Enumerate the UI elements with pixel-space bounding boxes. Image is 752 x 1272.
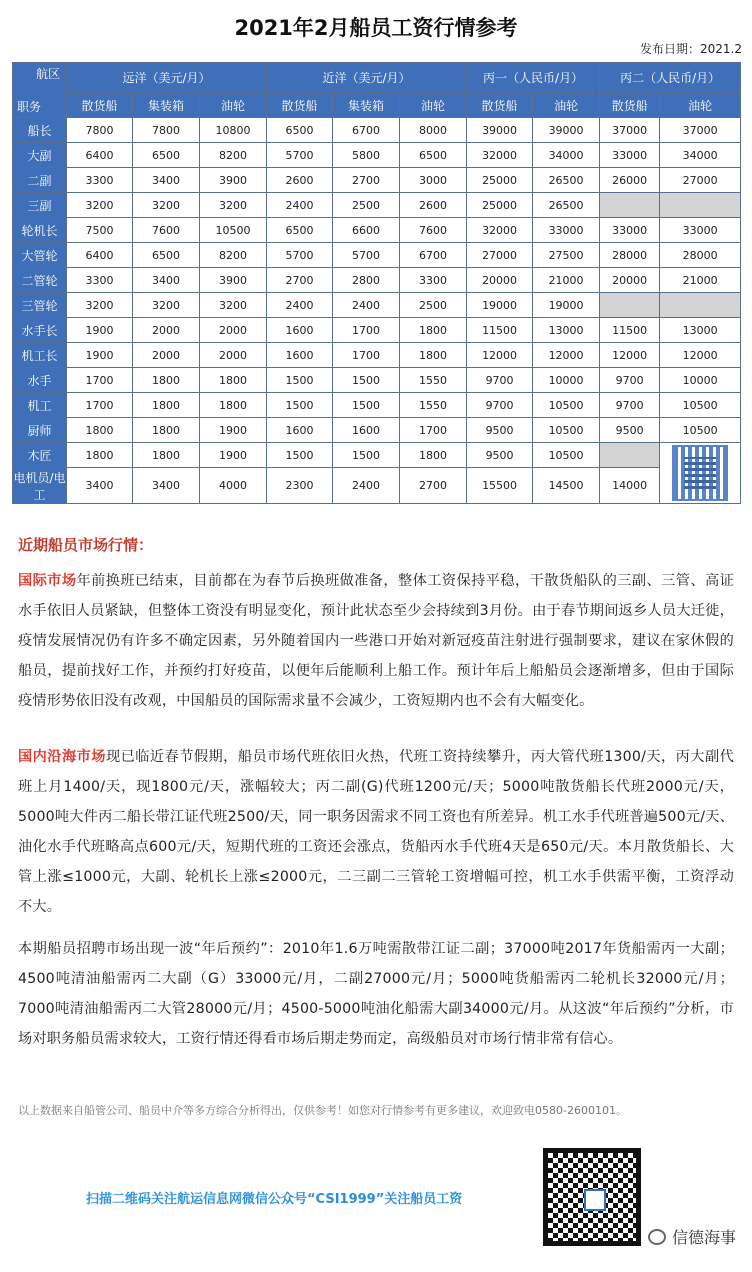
wage-cell: 9500 xyxy=(467,443,533,468)
table-row xyxy=(13,218,741,243)
table-row xyxy=(13,168,741,193)
table-corner xyxy=(13,63,67,118)
rank-cell: 三副 xyxy=(13,193,67,218)
wage-cell: 1900 xyxy=(67,318,133,343)
wage-cell: 21000 xyxy=(533,268,600,293)
subheader-cell: 散货船 xyxy=(67,93,133,118)
wage-cell: 8000 xyxy=(400,118,467,143)
wage-cell: 1900 xyxy=(200,418,267,443)
wage-cell: 5800 xyxy=(333,143,400,168)
wage-cell: 14000 xyxy=(600,468,660,504)
wage-cell: 1900 xyxy=(67,343,133,368)
wage-cell: 9500 xyxy=(600,418,660,443)
wage-cell: 3400 xyxy=(67,468,133,504)
wage-cell: 3200 xyxy=(133,193,200,218)
wage-cell: 37000 xyxy=(600,118,660,143)
wage-cell: 3200 xyxy=(67,193,133,218)
wage-cell: 1800 xyxy=(400,318,467,343)
wage-cell: 9700 xyxy=(467,368,533,393)
wage-cell: 3900 xyxy=(200,168,267,193)
rank-cell: 机工长 xyxy=(13,343,67,368)
wage-cell: 1700 xyxy=(67,393,133,418)
rank-cell: 二管轮 xyxy=(13,268,67,293)
wage-cell: 6500 xyxy=(267,218,333,243)
wage-cell: 27000 xyxy=(467,243,533,268)
rank-cell: 三管轮 xyxy=(13,293,67,318)
paragraph-domestic xyxy=(18,742,734,922)
corner-rank-label: 职务 xyxy=(17,100,42,114)
table-row xyxy=(13,368,741,393)
wage-cell: 2000 xyxy=(200,343,267,368)
wage-cell: 2500 xyxy=(400,293,467,318)
wage-cell: 2700 xyxy=(333,168,400,193)
wage-cell: 6500 xyxy=(267,118,333,143)
wage-cell: 7500 xyxy=(67,218,133,243)
wage-cell: 32000 xyxy=(467,143,533,168)
wage-cell: 2800 xyxy=(333,268,400,293)
wage-cell: 4000 xyxy=(200,468,267,504)
wage-table xyxy=(12,62,741,504)
rank-cell: 厨师 xyxy=(13,418,67,443)
rank-cell: 电机员/电工 xyxy=(13,468,67,504)
wage-cell: 5700 xyxy=(267,243,333,268)
wage-cell: 26000 xyxy=(600,168,660,193)
subheader-cell: 油轮 xyxy=(200,93,267,118)
wage-cell: 1500 xyxy=(267,443,333,468)
wage-cell: 13000 xyxy=(533,318,600,343)
wage-cell: 1800 xyxy=(200,368,267,393)
table-row xyxy=(13,343,741,368)
group-header-ocean: 远洋（美元/月） xyxy=(67,63,267,93)
qr-code-icon[interactable] xyxy=(543,1148,641,1246)
wage-cell: 6600 xyxy=(333,218,400,243)
wage-cell: 14500 xyxy=(533,468,600,504)
wage-cell: 26500 xyxy=(533,193,600,218)
wage-cell: 6500 xyxy=(133,143,200,168)
wage-cell: 3200 xyxy=(200,193,267,218)
wage-cell: 6400 xyxy=(67,143,133,168)
wage-cell: 10500 xyxy=(533,393,600,418)
wage-cell: 7800 xyxy=(67,118,133,143)
wage-cell: 3200 xyxy=(133,293,200,318)
wage-cell: 1500 xyxy=(333,393,400,418)
wage-cell: 1700 xyxy=(67,368,133,393)
wage-cell: 25000 xyxy=(467,193,533,218)
qr-code-small-icon xyxy=(672,445,728,501)
wechat-icon xyxy=(648,1229,666,1245)
label-domestic: 国内沿海市场 xyxy=(18,749,106,765)
wage-cell: 3400 xyxy=(133,468,200,504)
empty-cell xyxy=(600,293,660,318)
table-row xyxy=(13,393,741,418)
wage-cell: 3300 xyxy=(67,168,133,193)
wage-cell: 27000 xyxy=(660,168,741,193)
wage-cell: 2400 xyxy=(333,293,400,318)
wage-cell: 3200 xyxy=(67,293,133,318)
wage-cell: 1800 xyxy=(400,343,467,368)
wage-cell: 9700 xyxy=(600,393,660,418)
wage-cell: 1800 xyxy=(400,443,467,468)
table-row xyxy=(13,268,741,293)
rank-cell: 机工 xyxy=(13,393,67,418)
wage-cell: 3300 xyxy=(67,268,133,293)
text-domestic: 现已临近春节假期，船员市场代班依旧火热，代班工资持续攀升，丙大管代班1300/天，丙大副代班上月1400/天，现1800元/天，涨幅较大；丙二副(G)代班1200元/天；5000吨散货船长代班2000元/天，5000吨大件丙二船长带江证代班2500/天，同一职务因需求不同工资也有所差异。机工水手代班普遍500元/天、油化水手代班略高点600元/天，短期代班的工资还会涨点，货船丙水手代班4天是650元/天。本月散货船长、大管上涨≤1000元，大副、轮机长上涨≤2000元，二三副二三管轮工资增幅可控，机工水手供需平衡，工资浮动不大。 xyxy=(18,749,735,915)
wage-cell: 20000 xyxy=(467,268,533,293)
wage-cell: 12000 xyxy=(533,343,600,368)
wage-cell: 27500 xyxy=(533,243,600,268)
wage-cell: 15500 xyxy=(467,468,533,504)
wage-cell: 12000 xyxy=(467,343,533,368)
wage-cell: 26500 xyxy=(533,168,600,193)
wage-cell: 32000 xyxy=(467,218,533,243)
wage-cell: 7600 xyxy=(133,218,200,243)
subheader-cell: 散货船 xyxy=(267,93,333,118)
wage-cell: 1500 xyxy=(333,443,400,468)
wage-cell: 1800 xyxy=(133,418,200,443)
wage-cell: 2700 xyxy=(400,468,467,504)
wage-cell: 1800 xyxy=(200,393,267,418)
group-header-near-sea: 近洋（美元/月） xyxy=(267,63,467,93)
label-international: 国际市场 xyxy=(18,573,77,589)
wage-cell: 1700 xyxy=(333,318,400,343)
wage-cell: 3300 xyxy=(400,268,467,293)
wage-cell: 11500 xyxy=(600,318,660,343)
follow-text: 扫描二维码关注航运信息网微信公众号“CSI1999”关注船员工资 xyxy=(86,1192,463,1207)
wage-cell: 1600 xyxy=(333,418,400,443)
rank-cell: 大管轮 xyxy=(13,243,67,268)
group-header-class-c1: 丙一（人民币/月） xyxy=(467,63,600,93)
wage-cell: 10500 xyxy=(533,443,600,468)
wage-cell: 6500 xyxy=(400,143,467,168)
wage-cell: 28000 xyxy=(600,243,660,268)
wage-cell: 10500 xyxy=(660,393,741,418)
wage-cell: 19000 xyxy=(467,293,533,318)
wage-cell: 6400 xyxy=(67,243,133,268)
table-row xyxy=(13,318,741,343)
wage-cell: 2600 xyxy=(267,168,333,193)
subheader-cell: 散货船 xyxy=(600,93,660,118)
subheader-cell: 散货船 xyxy=(467,93,533,118)
wage-cell: 9700 xyxy=(467,393,533,418)
rank-cell: 木匠 xyxy=(13,443,67,468)
wage-cell: 1800 xyxy=(133,443,200,468)
rank-cell: 水手长 xyxy=(13,318,67,343)
rank-cell: 二副 xyxy=(13,168,67,193)
corner-zone-label: 航区 xyxy=(35,67,60,81)
subheader-cell: 集装箱 xyxy=(333,93,400,118)
wage-cell: 33000 xyxy=(600,143,660,168)
wage-cell: 21000 xyxy=(660,268,741,293)
wage-cell: 5700 xyxy=(267,143,333,168)
page-title: 2021年2月船员工资行情参考 xyxy=(234,16,518,40)
wage-cell: 39000 xyxy=(467,118,533,143)
table-row xyxy=(13,468,741,504)
wage-cell: 25000 xyxy=(467,168,533,193)
wage-cell: 7800 xyxy=(133,118,200,143)
wage-cell: 2400 xyxy=(267,293,333,318)
publish-date: 发布日期：2021.2 xyxy=(640,42,742,56)
empty-cell xyxy=(600,193,660,218)
text-international: 年前换班已结束，目前都在为春节后换班做准备，整体工资保持平稳，干散货船队的三副、三管、高证水手依旧人员紧缺，但整体工资没有明显变化，预计此状态至少会持续到3月份。由于春节期间返乡人员大迁徙，疫情发展情况仍有许多不确定因素，另外随着国内一些港口开始对新冠疫苗注射进行强制要求，建议在家休假的船员，提前找好工作，并预约打好疫苗，以便年后能顺利上船工作。预计年后上船船员会逐渐增多，但由于国际疫情形势依旧没有改观，中国船员的国际需求量不会减少，工资短期内也不会有大幅变化。 xyxy=(18,573,734,709)
wage-cell: 10500 xyxy=(533,418,600,443)
wage-cell: 1550 xyxy=(400,368,467,393)
wage-cell: 19000 xyxy=(533,293,600,318)
subheader-cell: 集装箱 xyxy=(133,93,200,118)
wage-cell: 2000 xyxy=(133,318,200,343)
wage-cell: 13000 xyxy=(660,318,741,343)
wage-cell: 2000 xyxy=(200,318,267,343)
wage-cell: 10800 xyxy=(200,118,267,143)
wage-cell: 5700 xyxy=(333,243,400,268)
table-row xyxy=(13,443,741,468)
wage-cell: 2400 xyxy=(267,193,333,218)
wage-cell: 20000 xyxy=(600,268,660,293)
subheader-cell: 油轮 xyxy=(660,93,741,118)
paragraph-international xyxy=(18,566,734,716)
wage-cell: 28000 xyxy=(660,243,741,268)
wage-cell: 6700 xyxy=(333,118,400,143)
rank-cell: 水手 xyxy=(13,368,67,393)
wage-cell: 3400 xyxy=(133,268,200,293)
rank-cell: 大副 xyxy=(13,143,67,168)
wage-cell: 3400 xyxy=(133,168,200,193)
table-qr-cell[interactable] xyxy=(660,443,741,504)
wage-cell: 1500 xyxy=(267,393,333,418)
table-row xyxy=(13,193,741,218)
wage-cell: 10500 xyxy=(660,418,741,443)
wage-cell: 12000 xyxy=(660,343,741,368)
table-row xyxy=(13,418,741,443)
wage-cell: 1550 xyxy=(400,393,467,418)
rank-cell: 轮机长 xyxy=(13,218,67,243)
wage-cell: 10500 xyxy=(200,218,267,243)
wage-cell: 37000 xyxy=(660,118,741,143)
wage-cell: 2600 xyxy=(400,193,467,218)
wage-cell: 39000 xyxy=(533,118,600,143)
wage-cell: 1600 xyxy=(267,343,333,368)
empty-cell xyxy=(660,293,741,318)
subheader-cell: 油轮 xyxy=(400,93,467,118)
wage-cell: 34000 xyxy=(660,143,741,168)
watermark-text: 信德海事 xyxy=(672,1228,737,1247)
wage-cell: 1800 xyxy=(133,368,200,393)
rank-cell: 船长 xyxy=(13,118,67,143)
table-row xyxy=(13,293,741,318)
wage-cell: 1700 xyxy=(400,418,467,443)
empty-cell xyxy=(660,193,741,218)
wage-cell: 33000 xyxy=(533,218,600,243)
source-note: 以上数据来自船管公司、船员中介等多方综合分析得出，仅供参考！如您对行情参考有更多建议，欢迎致电0580-2600101。 xyxy=(18,1104,627,1117)
wage-cell: 1900 xyxy=(200,443,267,468)
table-row xyxy=(13,118,741,143)
wage-cell: 2700 xyxy=(267,268,333,293)
empty-cell xyxy=(600,443,660,468)
wage-cell: 1800 xyxy=(67,443,133,468)
group-header-class-c2: 丙二（人民币/月） xyxy=(600,63,741,93)
wage-cell: 1600 xyxy=(267,418,333,443)
wage-cell: 12000 xyxy=(600,343,660,368)
wage-cell: 1800 xyxy=(67,418,133,443)
wage-cell: 9700 xyxy=(600,368,660,393)
qr-logo-icon xyxy=(584,1189,606,1211)
wage-cell: 8200 xyxy=(200,143,267,168)
market-heading: 近期船员市场行情： xyxy=(18,536,154,554)
wage-cell: 33000 xyxy=(660,218,741,243)
watermark xyxy=(648,1225,736,1248)
wage-cell: 3200 xyxy=(200,293,267,318)
wage-cell: 7600 xyxy=(400,218,467,243)
table-row xyxy=(13,243,741,268)
table-row xyxy=(13,143,741,168)
wage-cell: 1600 xyxy=(267,318,333,343)
wage-cell: 33000 xyxy=(600,218,660,243)
wage-cell: 3900 xyxy=(200,268,267,293)
wage-cell: 1500 xyxy=(333,368,400,393)
wage-cell: 34000 xyxy=(533,143,600,168)
subheader-cell: 油轮 xyxy=(533,93,600,118)
wage-cell: 6700 xyxy=(400,243,467,268)
wage-cell: 1500 xyxy=(267,368,333,393)
wage-cell: 8200 xyxy=(200,243,267,268)
wage-cell: 2300 xyxy=(267,468,333,504)
wage-cell: 9500 xyxy=(467,418,533,443)
wage-cell: 2000 xyxy=(133,343,200,368)
wage-cell: 6500 xyxy=(133,243,200,268)
paragraph-recruitment: 本期船员招聘市场出现一波“年后预约”：2010年1.6万吨需散带江证二副；37000吨2017年货船需丙一大副；4500吨清油船需丙二大副（G）33000元/月，二副27000元/月；5000吨货船需丙二轮机长32000元/月；7000吨清油船需丙二大管28000元/月；4500-5000吨油化船需大副34000元/月。从这波“年后预约”分析，市场对职务船员需求较大，工资行情还得看市场后期走势而定，高级船员对市场行情非常有信心。 xyxy=(18,941,734,1047)
wage-cell: 1800 xyxy=(133,393,200,418)
wage-cell: 10000 xyxy=(533,368,600,393)
wage-cell: 11500 xyxy=(467,318,533,343)
wage-cell: 2400 xyxy=(333,468,400,504)
wage-cell: 3000 xyxy=(400,168,467,193)
wage-cell: 10000 xyxy=(660,368,741,393)
wage-cell: 1700 xyxy=(333,343,400,368)
wage-cell: 2500 xyxy=(333,193,400,218)
